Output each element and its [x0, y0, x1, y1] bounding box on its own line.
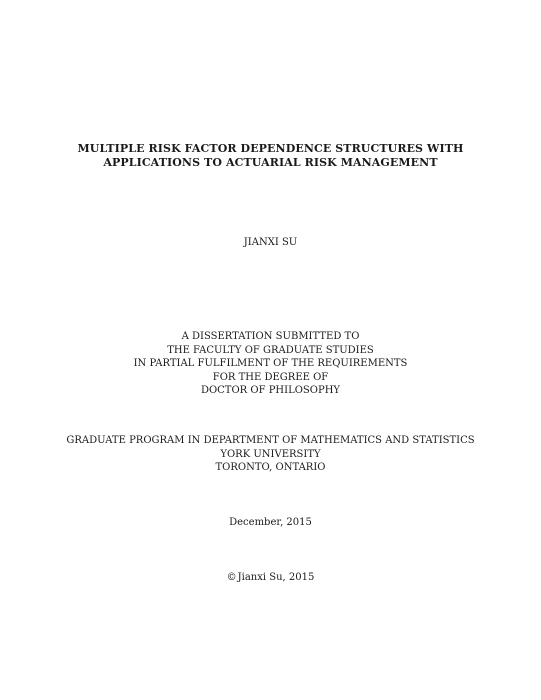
- statement-line: THE FACULTY OF GRADUATE STUDIES: [167, 344, 374, 356]
- university-line: YORK UNIVERSITY: [220, 448, 321, 460]
- statement-line: FOR THE DEGREE OF: [212, 371, 329, 383]
- statement-line: IN PARTIAL FULFILMENT OF THE REQUIREMENTS: [133, 358, 408, 369]
- submission-date: [0, 516, 541, 530]
- author-name: [0, 236, 541, 250]
- program-line: GRADUATE PROGRAM IN DEPARTMENT OF MATHEMATICS AND STATISTICS: [66, 435, 475, 446]
- title-line: APPLICATIONS TO ACTUARIAL RISK MANAGEMENT: [103, 156, 438, 169]
- statement-line: A DISSERTATION SUBMITTED TO: [181, 331, 360, 342]
- copyright-text: Jianxi Su, 2015: [237, 572, 315, 583]
- copyright-icon: ©: [226, 572, 237, 583]
- date-line: December, 2015: [229, 517, 312, 528]
- dissertation-title: [0, 142, 541, 170]
- copyright-line: [0, 571, 541, 585]
- location-line: TORONTO, ONTARIO: [215, 462, 326, 473]
- statement-line: DOCTOR OF PHILOSOPHY: [200, 385, 341, 396]
- submission-statement: [0, 330, 541, 398]
- copyright-notice: [0, 571, 541, 585]
- title-line: MULTIPLE RISK FACTOR DEPENDENCE STRUCTURES WITH: [77, 142, 464, 155]
- author-line: JIANXI SU: [243, 237, 298, 248]
- institution-block: [0, 434, 541, 475]
